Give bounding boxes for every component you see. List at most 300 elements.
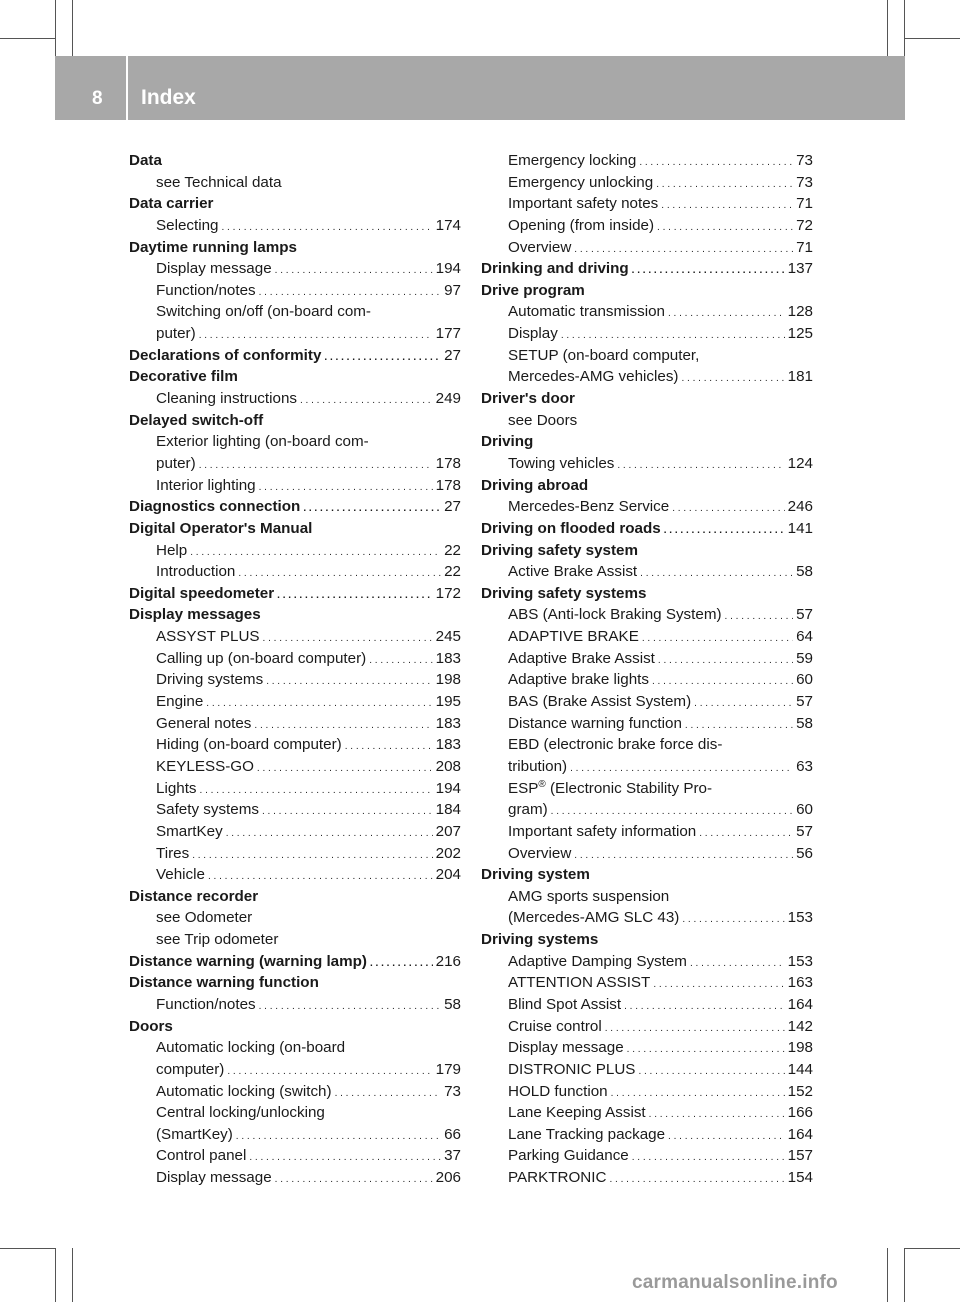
leader-dots	[190, 540, 441, 562]
index-subentry	[129, 994, 461, 1016]
index-heading-entry	[481, 518, 813, 540]
index-entry-label: Drinking and driving	[481, 260, 629, 278]
index-subentry	[481, 193, 813, 215]
index-subentry	[129, 1145, 461, 1167]
leader-dots	[682, 907, 784, 929]
leader-dots	[238, 561, 441, 583]
leader-dots	[668, 1124, 785, 1146]
index-entry-label: Overview	[508, 844, 572, 862]
index-subentry	[129, 1081, 461, 1103]
index-subentry-text: AMG sports suspension	[508, 887, 670, 905]
leader-dots	[574, 843, 793, 865]
page-reference: 64	[796, 628, 813, 646]
index-column-left	[129, 150, 461, 1189]
leader-dots	[208, 864, 433, 886]
index-entry-label: Cleaning instructions	[156, 390, 297, 408]
index-subentry	[129, 821, 461, 843]
crop-mark	[887, 0, 888, 56]
index-entry-label: Engine	[156, 693, 204, 711]
index-subentry-text	[481, 778, 813, 800]
leader-dots	[236, 1124, 441, 1146]
index-entry-label: Adaptive brake lights	[508, 671, 649, 689]
index-entry-label: ASSYST PLUS	[156, 628, 260, 646]
page-reference: 22	[444, 563, 461, 581]
index-subentry	[481, 1037, 813, 1059]
index-entry-label: ABS (Anti-lock Braking System)	[508, 606, 722, 624]
page-reference: 124	[787, 454, 813, 472]
page-reference: 183	[435, 714, 461, 732]
page-reference: 154	[787, 1169, 813, 1187]
index-entry-label: Declarations of conformity	[129, 346, 322, 364]
index-subentry	[129, 669, 461, 691]
leader-dots	[627, 1037, 785, 1059]
index-subentry-text: see Trip odometer	[156, 931, 279, 949]
index-subentry	[481, 1167, 813, 1189]
page-reference: 57	[796, 606, 813, 624]
index-subentry	[129, 843, 461, 865]
leader-dots	[672, 496, 784, 518]
leader-dots	[638, 1059, 784, 1081]
page-reference: 66	[444, 1125, 461, 1143]
index-entry-label: Emergency locking	[508, 152, 637, 169]
index-subentry	[129, 323, 461, 345]
index-entry-label: Active Brake Assist	[508, 563, 638, 581]
leader-dots	[725, 604, 794, 626]
index-subentry	[129, 691, 461, 713]
leader-dots	[249, 1145, 441, 1167]
page-reference: 60	[796, 801, 813, 819]
page-reference: 183	[435, 649, 461, 667]
crop-mark	[887, 1248, 888, 1302]
index-subentry	[481, 713, 813, 735]
index-subentry-text: see Doors	[508, 411, 578, 429]
leader-dots	[370, 951, 433, 973]
index-subentry	[481, 626, 813, 648]
page-reference: 58	[796, 714, 813, 732]
page-title: Index	[141, 86, 196, 109]
index-subentry	[481, 951, 813, 973]
index-subentry-text: see Odometer	[156, 909, 253, 927]
index-subentry-text: SETUP (on-board computer,	[508, 346, 700, 364]
page-reference: 198	[787, 1039, 813, 1057]
page-reference: 128	[787, 303, 813, 321]
leader-dots	[263, 626, 433, 648]
index-heading: Decorative film	[129, 368, 238, 386]
index-subentry	[129, 713, 461, 735]
crop-mark	[72, 0, 73, 56]
index-heading: Data	[129, 152, 162, 169]
index-subentry	[481, 843, 813, 865]
leader-dots	[632, 258, 785, 280]
index-entry-label: Important safety notes	[508, 195, 659, 213]
index-entry-label: HOLD function	[508, 1082, 608, 1100]
index-entry-label: Display message	[156, 260, 272, 278]
index-entry-label: Cruise control	[508, 1017, 602, 1035]
header-divider	[126, 56, 128, 120]
leader-dots	[221, 215, 432, 237]
index-subentry	[481, 1102, 813, 1124]
crop-mark	[55, 0, 56, 56]
index-subentry	[481, 648, 813, 670]
leader-dots	[200, 778, 433, 800]
leader-dots	[699, 821, 793, 843]
leader-dots	[551, 799, 793, 821]
index-subentry	[481, 972, 813, 994]
leader-dots	[639, 150, 793, 172]
leader-dots	[259, 994, 441, 1016]
page-reference: 56	[796, 844, 813, 862]
crop-mark	[904, 0, 905, 56]
page-number: 8	[92, 88, 103, 109]
page-reference: 249	[435, 390, 461, 408]
page-reference: 163	[787, 974, 813, 992]
index-heading: Driving	[481, 433, 534, 451]
page-reference: 178	[435, 454, 461, 472]
leader-dots	[657, 215, 793, 237]
index-subentry	[481, 453, 813, 475]
index-subentry-text: Central locking/unlocking	[156, 1104, 325, 1122]
leader-dots	[681, 366, 784, 388]
page-reference: 71	[796, 238, 813, 256]
page-reference: 164	[787, 1125, 813, 1143]
page-reference: 153	[787, 909, 813, 927]
leader-dots	[653, 972, 784, 994]
index-subentry	[481, 323, 813, 345]
index-entry-label: Driving systems	[156, 671, 264, 689]
index-subentry	[129, 258, 461, 280]
index-subentry	[129, 540, 461, 562]
leader-dots	[303, 496, 441, 518]
page-reference: 177	[435, 325, 461, 343]
index-entry-label: Automatic locking (switch)	[156, 1082, 332, 1100]
leader-dots	[227, 1059, 432, 1081]
leader-dots	[199, 323, 433, 345]
index-entry-label: Parking Guidance	[508, 1147, 629, 1165]
leader-dots	[570, 756, 793, 778]
index-subentry	[481, 172, 813, 194]
leader-dots	[257, 756, 433, 778]
page-reference: 73	[796, 152, 813, 169]
index-subentry-text: Switching on/off (on-board com-	[156, 303, 371, 321]
page-reference: 194	[435, 779, 461, 797]
index-subentry	[129, 453, 461, 475]
page-reference: 60	[796, 671, 813, 689]
crop-mark	[0, 1248, 56, 1249]
index-entry-label: Overview	[508, 238, 572, 256]
index-entry-label: gram)	[508, 801, 548, 819]
leader-dots	[658, 648, 793, 670]
index-subentry	[129, 626, 461, 648]
index-entry-label: Calling up (on-board computer)	[156, 649, 367, 667]
index-subentry	[129, 215, 461, 237]
leader-dots	[199, 453, 433, 475]
leader-dots	[277, 583, 432, 605]
index-entry-label: Display message	[508, 1039, 624, 1057]
index-subentry	[481, 1124, 813, 1146]
index-subentry	[481, 799, 813, 821]
leader-dots	[649, 1102, 785, 1124]
index-subentry	[481, 1059, 813, 1081]
index-entry-label: Selecting	[156, 216, 219, 234]
index-heading-entry	[481, 258, 813, 280]
crop-mark	[904, 1248, 905, 1302]
page-reference: 174	[435, 216, 461, 234]
page-reference: 246	[787, 498, 813, 516]
page-reference: 207	[435, 822, 461, 840]
page-reference: 27	[444, 498, 461, 516]
leader-dots	[605, 1016, 785, 1038]
page-reference: 22	[444, 541, 461, 559]
index-entry-label: Lane Tracking package	[508, 1125, 666, 1143]
index-entry-label: Control panel	[156, 1147, 247, 1165]
index-subentry	[481, 496, 813, 518]
page-reference: 198	[435, 671, 461, 689]
index-subentry	[129, 388, 461, 410]
index-subentry	[481, 366, 813, 388]
leader-dots	[324, 345, 441, 367]
index-entry-label: Mercedes-Benz Service	[508, 498, 670, 516]
page-reference: 194	[435, 260, 461, 278]
index-subentry	[129, 1059, 461, 1081]
index-subentry-text: Exterior lighting (on-board com-	[156, 433, 369, 451]
leader-dots	[561, 323, 785, 345]
index-subentry-text: see Technical data	[156, 173, 282, 191]
leader-dots	[254, 713, 432, 735]
index-subentry	[129, 648, 461, 670]
leader-dots	[335, 1081, 442, 1103]
index-subentry	[129, 1124, 461, 1146]
page-reference: 164	[787, 995, 813, 1013]
page-reference: 73	[444, 1082, 461, 1100]
index-entry-label: Distance warning function	[508, 714, 682, 732]
index-entry-label: Tires	[156, 844, 190, 862]
index-entry-label: Function/notes	[156, 995, 256, 1013]
page-reference: 73	[796, 173, 813, 191]
index-subentry	[129, 756, 461, 778]
index-subentry	[481, 1081, 813, 1103]
index-entry-label: Opening (from inside)	[508, 216, 655, 234]
index-entry-label: Vehicle	[156, 866, 205, 884]
index-entry-label: Display	[508, 325, 558, 343]
page-reference: 184	[435, 801, 461, 819]
leader-dots	[275, 1167, 433, 1189]
page-reference: 183	[435, 736, 461, 754]
page-reference: 141	[787, 519, 813, 537]
index-subentry-text: Automatic locking (on-board	[156, 1039, 346, 1057]
index-subentry	[481, 756, 813, 778]
index-entry-label: Towing vehicles	[508, 454, 615, 472]
page-reference: 206	[435, 1169, 461, 1187]
index-subentry	[481, 215, 813, 237]
page-reference: 72	[796, 216, 813, 234]
page-reference: 178	[435, 476, 461, 494]
index-entry-label: Display message	[156, 1169, 272, 1187]
index-entry-label: DISTRONIC PLUS	[508, 1060, 636, 1078]
page-reference: 179	[435, 1060, 461, 1078]
leader-dots	[668, 301, 785, 323]
leader-dots	[652, 669, 793, 691]
leader-dots	[617, 453, 784, 475]
index-heading: Driving abroad	[481, 476, 589, 494]
leader-dots	[259, 475, 433, 497]
page-reference: 245	[435, 628, 461, 646]
index-subentry	[129, 734, 461, 756]
index-subentry	[129, 1167, 461, 1189]
index-subentry	[481, 237, 813, 259]
index-entry-label: BAS (Brake Assist System)	[508, 693, 692, 711]
page-reference: 202	[435, 844, 461, 862]
page-reference: 216	[435, 952, 461, 970]
index-heading: Delayed switch-off	[129, 411, 264, 429]
leader-dots	[259, 280, 441, 302]
index-subentry	[129, 799, 461, 821]
leader-dots	[226, 821, 433, 843]
page-reference: 71	[796, 195, 813, 213]
leader-dots	[640, 561, 793, 583]
page-reference: 58	[796, 563, 813, 581]
index-heading-entry	[129, 951, 461, 973]
crop-mark	[72, 1248, 73, 1302]
index-entry-label: PARKTRONIC	[508, 1169, 607, 1187]
page-reference: 166	[787, 1104, 813, 1122]
index-heading: Driving safety systems	[481, 584, 647, 602]
leader-dots	[611, 1081, 785, 1103]
leader-dots	[300, 388, 433, 410]
index-subentry	[481, 907, 813, 929]
index-entry-label: Adaptive Damping System	[508, 952, 687, 970]
crop-mark	[904, 38, 960, 39]
index-entry-label: ATTENTION ASSIST	[508, 974, 651, 992]
index-subentry	[481, 994, 813, 1016]
index-subentry	[481, 301, 813, 323]
index-entry-label: KEYLESS-GO	[156, 757, 254, 775]
index-heading: Daytime running lamps	[129, 238, 297, 256]
index-entry-label: Lane Keeping Assist	[508, 1104, 646, 1122]
page-reference: 125	[787, 325, 813, 343]
page-reference: 137	[787, 260, 813, 278]
index-subentry-label: (Electronic Stability Pro-	[545, 779, 713, 797]
index-entry-label: Blind Spot Assist	[508, 995, 622, 1013]
index-entry-label: Safety systems	[156, 801, 259, 819]
index-heading: Driving system	[481, 866, 590, 884]
leader-dots	[694, 691, 793, 713]
index-entry-label: Driving on flooded roads	[481, 519, 661, 537]
leader-dots	[369, 648, 432, 670]
index-entry-label: Diagnostics connection	[129, 498, 301, 516]
index-subentry	[481, 561, 813, 583]
index-subentry	[481, 691, 813, 713]
leader-dots	[632, 1145, 785, 1167]
index-heading: Driver's door	[481, 390, 575, 408]
page-reference: 208	[435, 757, 461, 775]
index-subentry	[481, 604, 813, 626]
index-heading-entry	[129, 345, 461, 367]
page-reference: 58	[444, 995, 461, 1013]
page-reference: 172	[435, 584, 461, 602]
index-subentry	[129, 280, 461, 302]
leader-dots	[266, 669, 432, 691]
index-subentry	[129, 864, 461, 886]
watermark: carmanualsonline.info	[632, 1272, 838, 1293]
leader-dots	[664, 518, 785, 540]
index-entry-label: (Mercedes-AMG SLC 43)	[508, 909, 680, 927]
index-subentry	[129, 778, 461, 800]
leader-dots	[642, 626, 793, 648]
page-reference: 195	[435, 693, 461, 711]
leader-dots	[624, 994, 785, 1016]
leader-dots	[206, 691, 432, 713]
leader-dots	[685, 713, 793, 735]
index-heading-entry	[129, 583, 461, 605]
index-entry-label: puter)	[156, 325, 196, 343]
leader-dots	[609, 1167, 784, 1189]
page-reference: 142	[787, 1017, 813, 1035]
leader-dots	[661, 193, 793, 215]
index-entry-label: Emergency unlocking	[508, 173, 654, 191]
index-subentry	[481, 150, 813, 172]
page-reference: 181	[787, 368, 813, 386]
index-heading: Doors	[129, 1017, 173, 1035]
index-subentry	[481, 669, 813, 691]
index-entry-label: Mercedes-AMG vehicles)	[508, 368, 679, 386]
index-entry-label: Function/notes	[156, 281, 256, 299]
index-entry-label: General notes	[156, 714, 252, 732]
page-reference: 57	[796, 693, 813, 711]
page-reference: 59	[796, 649, 813, 667]
index-entry-label: Adaptive Brake Assist	[508, 649, 655, 667]
leader-dots	[192, 843, 432, 865]
registered-mark: ®	[538, 778, 546, 790]
index-entry-label: Automatic transmission	[508, 303, 665, 321]
crop-mark	[904, 1248, 960, 1249]
page-reference: 63	[796, 757, 813, 775]
index-subentry	[481, 1145, 813, 1167]
index-entry-label: ADAPTIVE BRAKE	[508, 628, 639, 646]
index-heading: Data carrier	[129, 195, 214, 213]
index-subentry-text: EBD (electronic brake force dis-	[508, 736, 723, 754]
page-reference: 157	[787, 1147, 813, 1165]
leader-dots	[345, 734, 433, 756]
leader-dots	[656, 172, 793, 194]
crop-mark	[0, 38, 56, 39]
index-column-right	[481, 150, 813, 1189]
page-reference: 27	[444, 346, 461, 364]
index-entry-label: Hiding (on-board computer)	[156, 736, 342, 754]
index-heading: Driving systems	[481, 931, 599, 949]
index-entry-label: (SmartKey)	[156, 1125, 233, 1143]
index-entry-label: Important safety information	[508, 822, 697, 840]
index-subentry	[481, 821, 813, 843]
index-subentry	[481, 1016, 813, 1038]
index-entry-label: tribution)	[508, 757, 568, 775]
crop-mark	[55, 1248, 56, 1302]
index-subentry-label: ESP	[508, 779, 539, 797]
page-reference: 153	[787, 952, 813, 970]
index-subentry	[129, 561, 461, 583]
index-entry-label: puter)	[156, 454, 196, 472]
index-entry-label: SmartKey	[156, 822, 223, 840]
page-reference: 204	[435, 866, 461, 884]
index-heading: Driving safety system	[481, 541, 639, 559]
page-reference: 57	[796, 822, 813, 840]
index-entry-label: Digital speedometer	[129, 584, 275, 602]
page-reference: 37	[444, 1147, 461, 1165]
leader-dots	[690, 951, 785, 973]
index-heading: Distance warning function	[129, 974, 319, 992]
index-heading: Display messages	[129, 606, 261, 624]
leader-dots	[262, 799, 433, 821]
index-heading-entry	[129, 496, 461, 518]
